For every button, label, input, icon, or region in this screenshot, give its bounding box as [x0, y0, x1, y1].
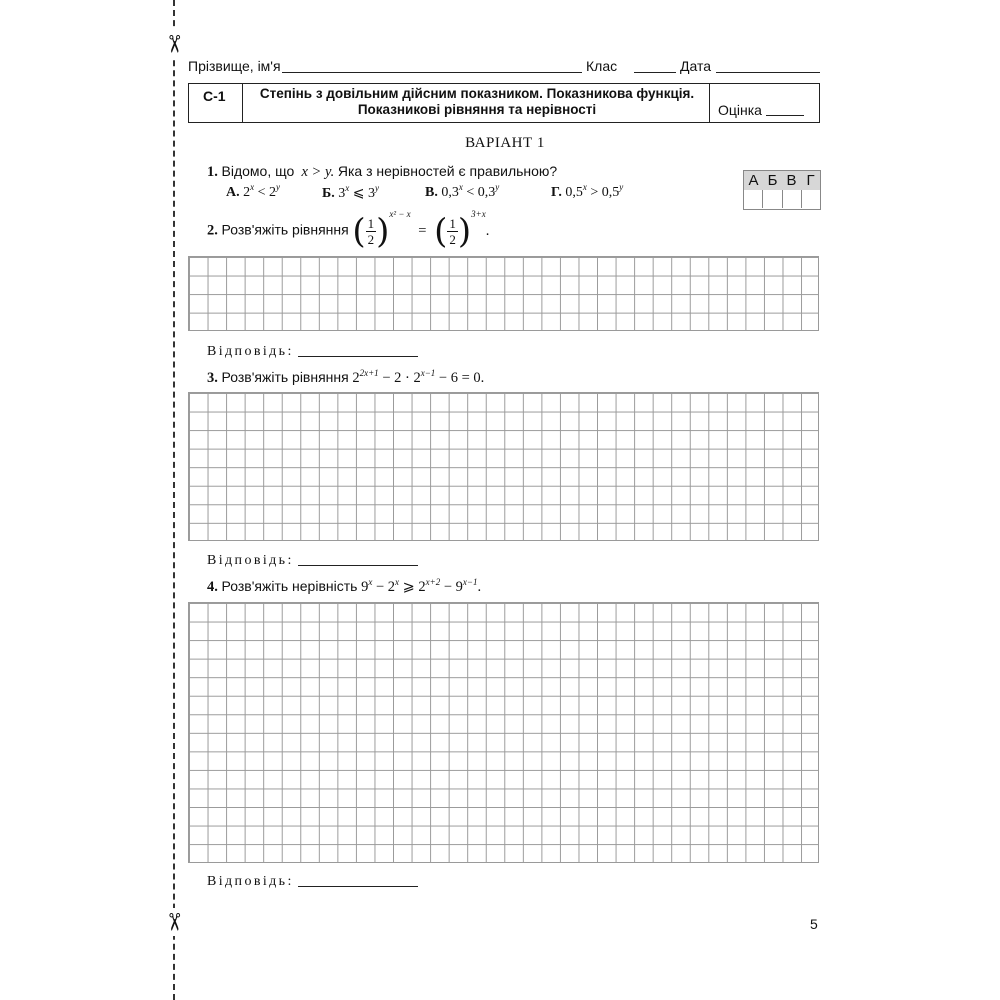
equation-part: 2 — [352, 370, 360, 386]
work-code: С-1 — [189, 84, 243, 122]
exponent: x+2 — [425, 577, 441, 587]
choice-b-cell[interactable] — [763, 190, 782, 208]
option-exp: x — [345, 183, 350, 193]
equation-part: − 6 = 0. — [435, 370, 485, 386]
choice-v-header: В — [786, 172, 797, 189]
option-exp: x — [250, 182, 255, 192]
topic-line-1: Степінь з довільним дійсним показником. Показникова функція. — [259, 86, 695, 101]
work-grid-task-3[interactable] — [188, 392, 819, 541]
choice-g-header: Г — [806, 172, 815, 189]
task-condition: x > y. — [301, 164, 335, 180]
scissors-icon: ✂ — [160, 908, 188, 936]
choice-a-cell[interactable] — [744, 190, 763, 208]
answer-field[interactable] — [298, 886, 418, 887]
inequality-part: − 9 — [440, 579, 463, 595]
inequality-part: 9 — [361, 579, 369, 595]
work-grid-task-4[interactable] — [188, 602, 819, 863]
option-expr: 0,5 — [565, 185, 583, 200]
option-exp: y — [375, 183, 379, 193]
answer-choice-table — [743, 170, 821, 210]
choice-a-header: А — [748, 172, 759, 189]
option-letter: В. — [425, 185, 438, 200]
exponent: 3+x — [471, 209, 486, 219]
answer-label: Відповідь: — [207, 553, 294, 568]
inequality-part: . — [477, 579, 482, 595]
answer-choice-header — [744, 171, 820, 190]
title-box — [188, 83, 820, 123]
answer-line-task-3 — [207, 553, 418, 569]
answer-line-task-2 — [207, 344, 418, 360]
choice-v-cell[interactable] — [783, 190, 802, 208]
exponent: 2x+1 — [359, 368, 379, 378]
scissors-icon: ✂ — [160, 30, 188, 58]
fraction-denominator: 2 — [367, 232, 375, 248]
choice-g-cell[interactable] — [802, 190, 820, 208]
choice-b-header: Б — [767, 172, 778, 189]
date-field[interactable] — [716, 72, 820, 73]
task-number: 1. — [207, 164, 218, 180]
fraction-denominator: 2 — [449, 232, 456, 248]
option-letter: Г. — [551, 185, 562, 200]
grade-cell — [709, 84, 820, 122]
work-grid-task-2[interactable] — [188, 256, 819, 331]
exponent: x — [368, 577, 373, 587]
option-expr: 3 — [338, 186, 346, 201]
option-exp: x — [582, 182, 587, 192]
page-number: 5 — [810, 916, 818, 932]
task-3 — [207, 369, 484, 387]
task-2 — [207, 209, 490, 252]
answer-label: Відповідь: — [207, 874, 294, 889]
task-4 — [207, 578, 481, 596]
name-field[interactable] — [282, 72, 582, 73]
option-expr: 0,3 — [441, 185, 459, 200]
answer-field[interactable] — [298, 565, 418, 566]
option-expr: > 0,5 — [586, 185, 620, 200]
option-expr: < 2 — [254, 185, 277, 200]
answer-choice-row — [744, 190, 820, 208]
option-a — [226, 182, 281, 201]
option-b — [322, 185, 379, 202]
name-label: Прізвище, ім'я — [188, 58, 281, 74]
task-number: 4. — [207, 579, 218, 595]
exponent: x — [395, 577, 399, 587]
exponent: x−1 — [420, 368, 436, 378]
task-text: Відомо, що — [221, 163, 295, 179]
task-number: 2. — [207, 222, 218, 239]
inequality-part: ⩾ 2 — [399, 579, 426, 595]
exponent: x−1 — [462, 577, 478, 587]
topic-title — [245, 86, 709, 118]
option-letter: А. — [226, 185, 240, 200]
option-g — [551, 182, 624, 201]
topic-line-2: Показникові рівняння та нерівності — [357, 102, 597, 117]
option-exp: x — [458, 182, 463, 192]
option-expr: ⩽ 3 — [349, 186, 375, 201]
option-expr: < 0,3 — [462, 185, 496, 200]
task-question: Яка з нерівностей є правильною? — [337, 163, 558, 179]
class-field[interactable] — [634, 72, 676, 73]
task-text: Розв'яжіть рівняння — [221, 221, 349, 238]
grade-field[interactable] — [766, 115, 804, 116]
option-exp: y — [276, 182, 281, 192]
task-text: Розв'яжіть рівняння — [221, 369, 349, 385]
answer-label: Відповідь: — [207, 344, 294, 359]
grade-label: Оцінка — [718, 102, 762, 118]
fraction-numerator: 1 — [367, 216, 375, 232]
option-letter: Б. — [322, 186, 335, 201]
task-text: Розв'яжіть нерівність — [221, 578, 358, 594]
answer-field[interactable] — [298, 356, 418, 357]
task-number: 3. — [207, 370, 218, 386]
option-expr: 2 — [243, 185, 251, 200]
option-exp: y — [619, 182, 624, 192]
option-exp: y — [495, 182, 500, 192]
option-v — [425, 182, 500, 201]
answer-line-task-4 — [207, 874, 418, 890]
equation: ( $\frac{1}{2}$ )$^{x^2 - x}$ = ( $\frac{1}{2}$ )$^{3+x}$. — [352, 209, 490, 252]
task-1 — [207, 163, 557, 181]
fraction-numerator: 1 — [449, 216, 456, 232]
inequality-part: − 2 — [372, 579, 395, 595]
class-label: Клас — [586, 58, 618, 74]
date-label: Дата — [680, 58, 712, 74]
variant-title: ВАРІАНТ 1 — [465, 135, 545, 151]
student-info-line — [188, 58, 820, 78]
exponent: x² − x — [389, 209, 411, 219]
equation-part: − 2 · 2 — [378, 370, 421, 386]
